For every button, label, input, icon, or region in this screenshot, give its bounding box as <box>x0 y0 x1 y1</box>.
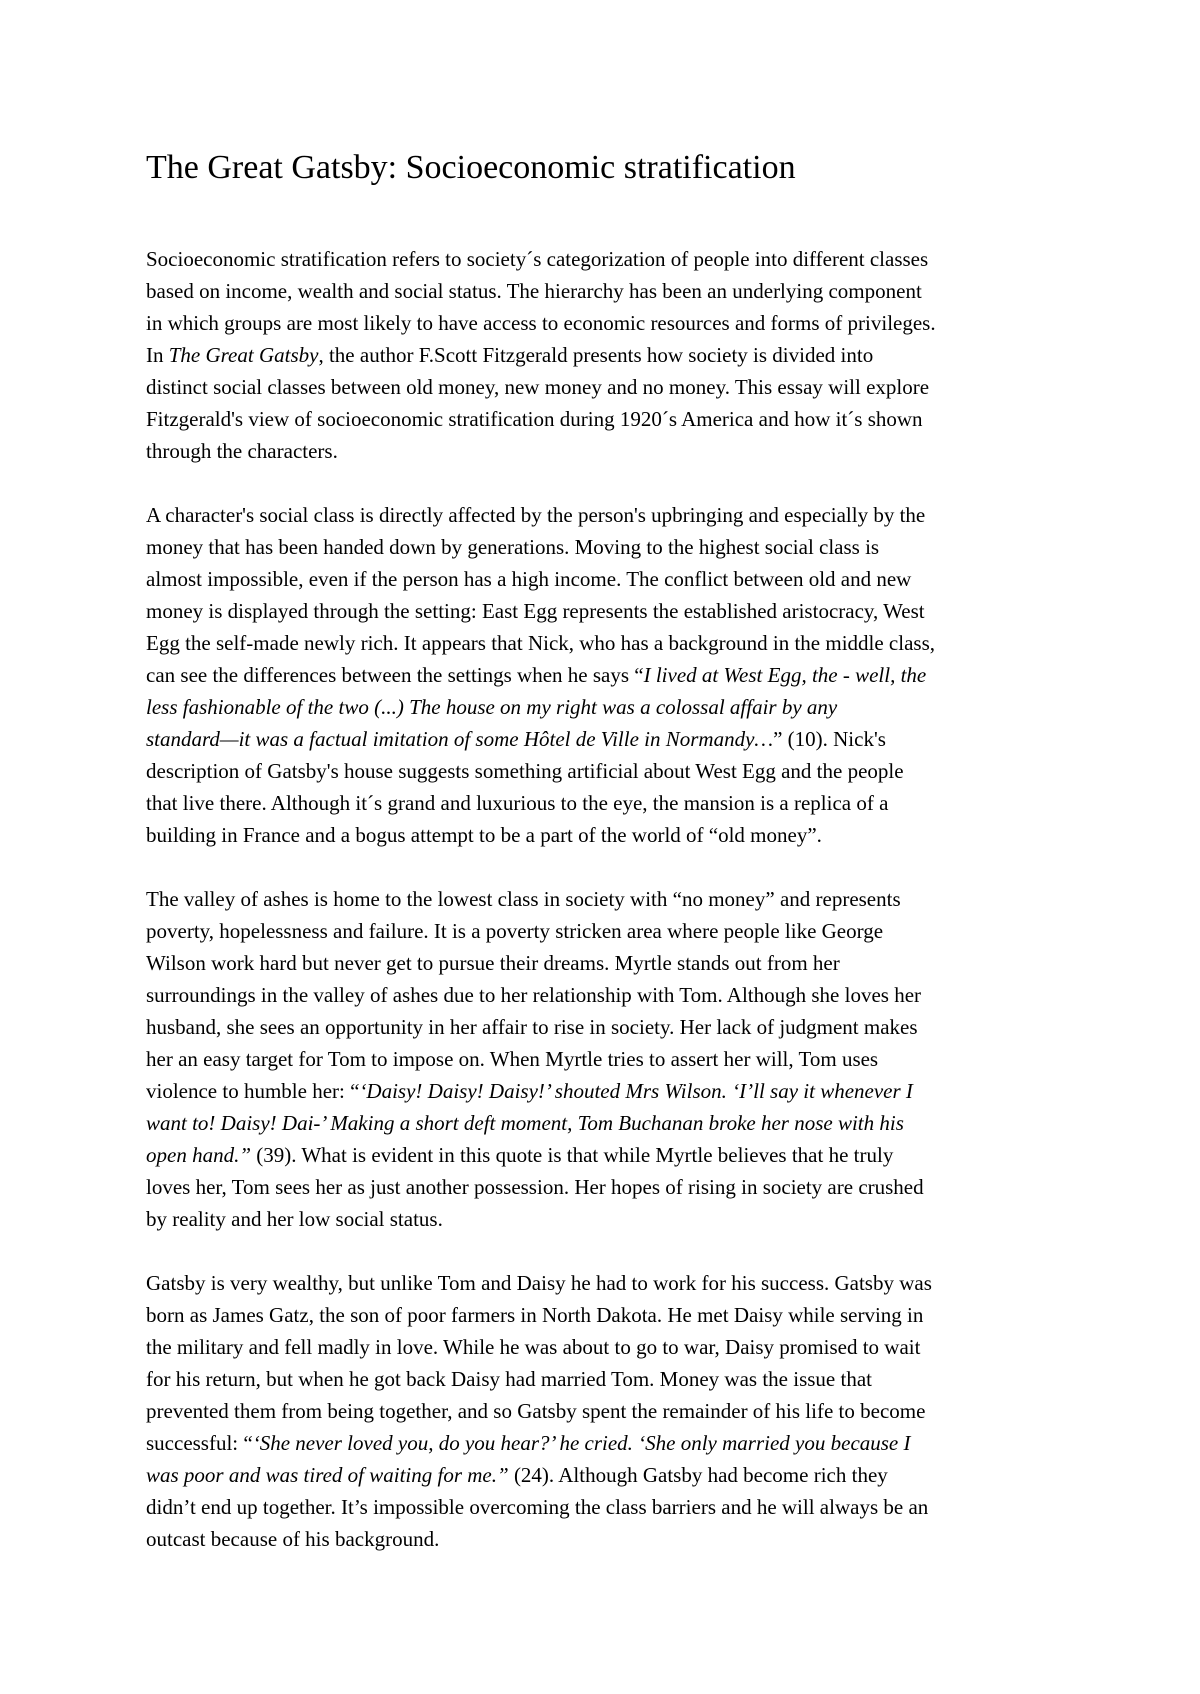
text-line <box>146 1523 1076 1555</box>
text-line <box>146 755 1076 787</box>
essay-body <box>146 243 1076 1587</box>
text-line <box>146 1491 1076 1523</box>
text-line <box>146 307 1076 339</box>
text-line <box>146 403 1076 435</box>
italic-text: want to! Daisy! Dai-’ Making a short deft moment, Tom Buchanan broke her nose with his <box>146 1111 904 1135</box>
paragraph <box>146 499 1076 851</box>
text-run: by reality and her low social status. <box>146 1207 443 1231</box>
text-run: poverty, hopelessness and failure. It is a poverty stricken area where people like George <box>146 919 884 943</box>
text-line <box>146 1043 1076 1075</box>
text-line <box>146 1395 1076 1427</box>
text-run: money that has been handed down by generations. Moving to the highest social class is <box>146 535 880 559</box>
text-run: for his return, but when he got back Daisy had married Tom. Money was the issue that <box>146 1367 872 1391</box>
text-run: outcast because of his background. <box>146 1527 440 1551</box>
text-run: (24). Although Gatsby had become rich they <box>508 1463 888 1487</box>
page-title: The Great Gatsby: Socioeconomic stratification <box>146 149 796 186</box>
text-line <box>146 1011 1076 1043</box>
text-run: based on income, wealth and social status. The hierarchy has been an underlying component <box>146 279 922 303</box>
text-line <box>146 947 1076 979</box>
text-run: description of Gatsby's house suggests something artificial about West Egg and the people <box>146 759 904 783</box>
text-run: husband, she sees an opportunity in her affair to rise in society. Her lack of judgment makes <box>146 1015 918 1039</box>
text-line <box>146 275 1076 307</box>
italic-text: The Great Gatsby <box>168 343 319 367</box>
text-line <box>146 531 1076 563</box>
text-run: In <box>146 343 169 367</box>
text-line <box>146 1075 1076 1107</box>
text-run: successful: “ <box>146 1431 253 1455</box>
text-run: in which groups are most likely to have access to economic resources and forms of privileges. <box>146 311 936 335</box>
text-line <box>146 1107 1076 1139</box>
text-run: almost impossible, even if the person has a high income. The conflict between old and new <box>146 567 912 591</box>
text-run: Egg the self-made newly rich. It appears that Nick, who has a background in the middle class, <box>146 631 936 655</box>
text-run: building in France and a bogus attempt to be a part of the world of “old money”. <box>146 823 822 847</box>
text-line <box>146 243 1076 275</box>
text-run: distinct social classes between old money, new money and no money. This essay will explore <box>146 375 930 399</box>
text-run: born as James Gatz, the son of poor farmers in North Dakota. He met Daisy while serving in <box>146 1303 924 1327</box>
text-line <box>146 1459 1076 1491</box>
text-run: A character's social class is directly affected by the person's upbringing and especially by the <box>146 503 926 527</box>
text-line <box>146 723 1076 755</box>
text-line <box>146 787 1076 819</box>
text-line <box>146 1203 1076 1235</box>
text-line <box>146 499 1076 531</box>
paragraph <box>146 883 1076 1235</box>
text-line <box>146 595 1076 627</box>
text-run: that live there. Although it´s grand and luxurious to the eye, the mansion is a replica of a <box>146 791 889 815</box>
text-line <box>146 371 1076 403</box>
text-run: through the characters. <box>146 439 338 463</box>
paragraph <box>146 243 1076 467</box>
text-line <box>146 883 1076 915</box>
text-line <box>146 1363 1076 1395</box>
text-run: surroundings in the valley of ashes due to her relationship with Tom. Although she loves her <box>146 983 922 1007</box>
italic-text: was poor and was tired of waiting for me.” <box>146 1463 509 1487</box>
text-run: Wilson work hard but never get to pursue their dreams. Myrtle stands out from her <box>146 951 840 975</box>
text-line <box>146 1267 1076 1299</box>
text-run: (39). What is evident in this quote is that while Myrtle believes that he truly <box>251 1143 894 1167</box>
text-run: prevented them from being together, and so Gatsby spent the remainder of his life to become <box>146 1399 926 1423</box>
text-line <box>146 659 1076 691</box>
italic-text: ‘She never loved you, do you hear?’ he cried. ‘She only married you because I <box>252 1431 911 1455</box>
text-run: The valley of ashes is home to the lowest class in society with “no money” and represents <box>146 887 901 911</box>
text-line <box>146 1299 1076 1331</box>
text-run: Gatsby is very wealthy, but unlike Tom and Daisy he had to work for his success. Gatsby was <box>146 1271 932 1295</box>
text-line <box>146 1331 1076 1363</box>
text-line <box>146 339 1076 371</box>
italic-text: I lived at West Egg, the - well, the <box>643 663 927 687</box>
text-line <box>146 435 1076 467</box>
text-run: violence to humble her: “ <box>146 1079 360 1103</box>
text-line <box>146 1171 1076 1203</box>
text-line <box>146 819 1076 851</box>
text-line <box>146 979 1076 1011</box>
text-line <box>146 563 1076 595</box>
italic-text: less fashionable of the two (...) The house on my right was a colossal affair by any <box>146 695 838 719</box>
italic-text: standard—it was a factual imitation of some Hôtel de Ville in Normandy… <box>146 727 774 751</box>
text-run: her an easy target for Tom to impose on. When Myrtle tries to assert her will, Tom uses <box>146 1047 879 1071</box>
text-line <box>146 691 1076 723</box>
text-run: loves her, Tom sees her as just another possession. Her hopes of rising in society are crushed <box>146 1175 924 1199</box>
paragraph <box>146 1267 1076 1555</box>
italic-text: open hand.” <box>146 1143 251 1167</box>
text-line <box>146 627 1076 659</box>
text-run: money is displayed through the setting: East Egg represents the established aristocracy, West <box>146 599 925 623</box>
text-run: didn’t end up together. It’s impossible overcoming the class barriers and he will always be an <box>146 1495 929 1519</box>
text-line <box>146 915 1076 947</box>
text-run: Fitzgerald's view of socioeconomic stratification during 1920´s America and how it´s shown <box>146 407 923 431</box>
italic-text: ‘Daisy! Daisy! Daisy!’ shouted Mrs Wilson. ‘I’ll say it whenever I <box>359 1079 913 1103</box>
text-run: Socioeconomic stratification refers to society´s categorization of people into different classes <box>146 247 929 271</box>
text-run: , the author F.Scott Fitzgerald presents how society is divided into <box>318 343 874 367</box>
text-line <box>146 1427 1076 1459</box>
text-run: can see the differences between the settings when he says “ <box>146 663 644 687</box>
text-run: ” (10). Nick's <box>773 727 886 751</box>
text-run: the military and fell madly in love. While he was about to go to war, Daisy promised to wait <box>146 1335 921 1359</box>
text-line <box>146 1139 1076 1171</box>
